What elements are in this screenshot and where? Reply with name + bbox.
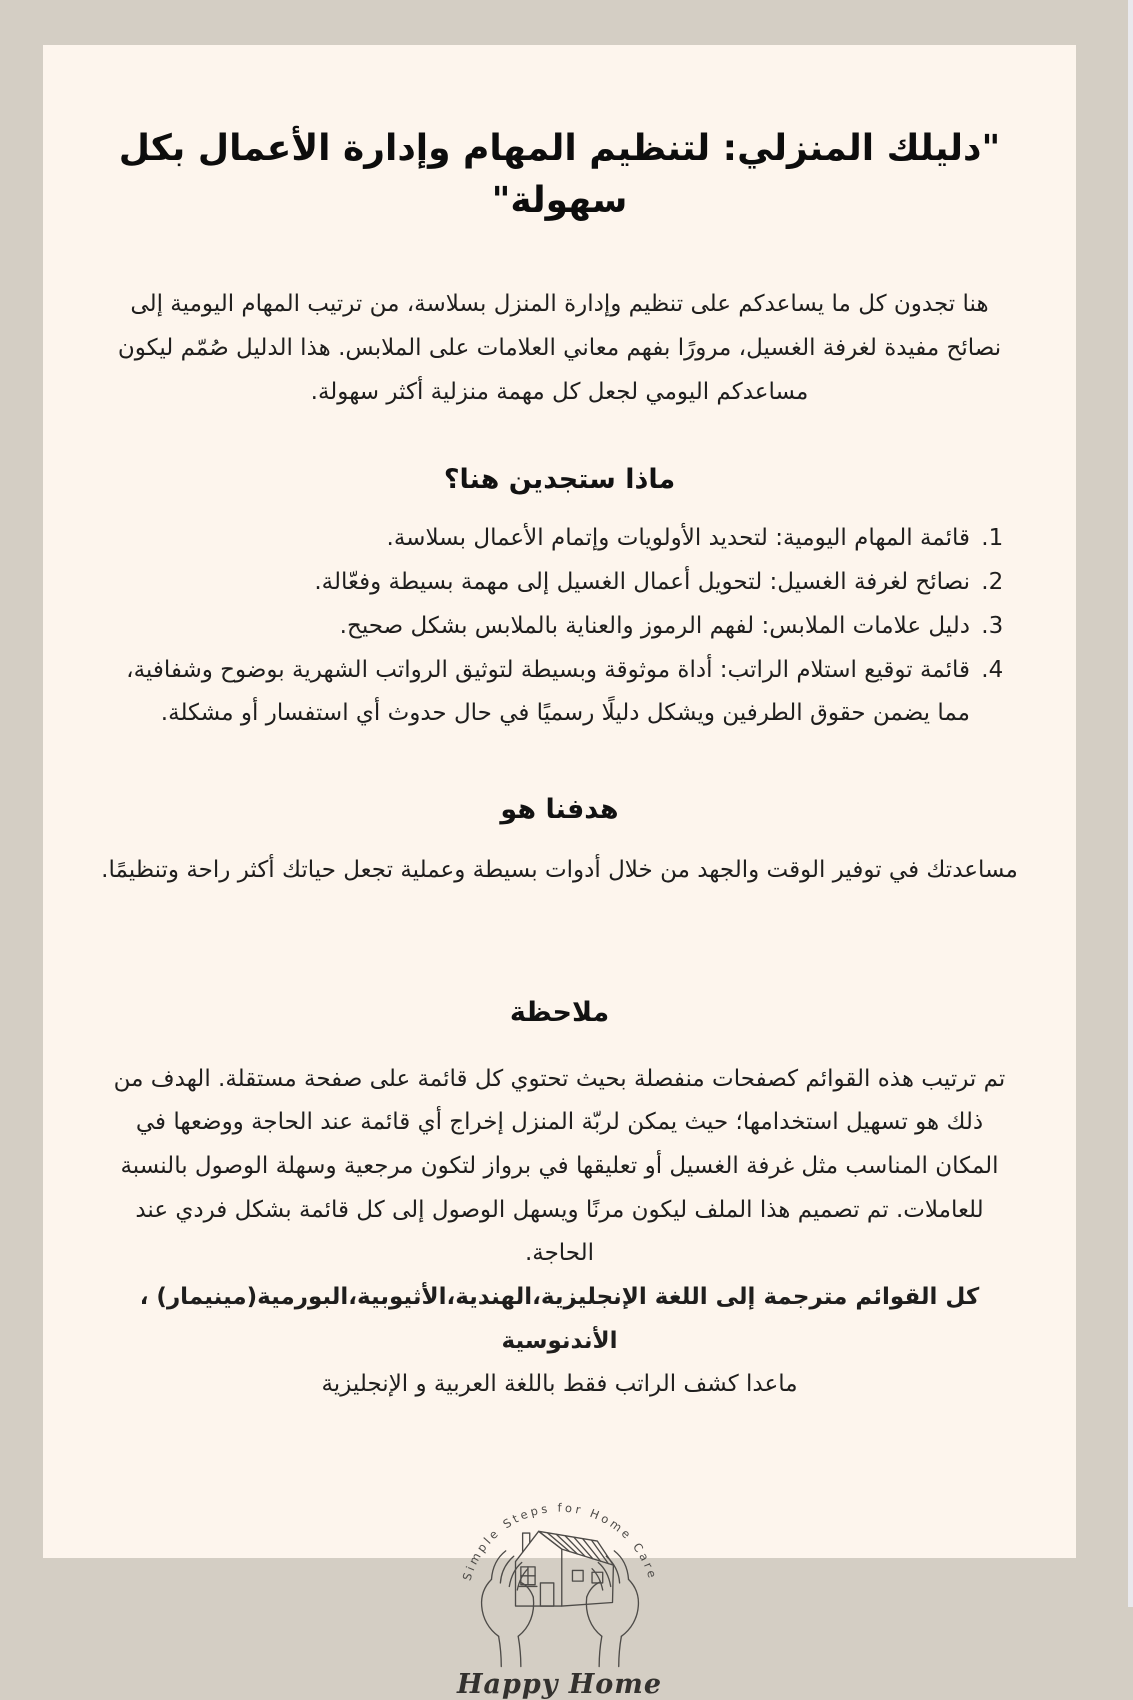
right-hand-icon (586, 1551, 638, 1667)
goal-paragraph: مساعدتك في توفير الوقت والجهد من خلال أدوات بسيطة وعملية تجعل حياتك أكثر راحة وتنظيمًا. (101, 856, 1018, 883)
house-icon (515, 1531, 613, 1606)
window-edge-strip (1128, 0, 1133, 1607)
brand-logo (101, 1453, 1018, 1700)
section-heading-what: ماذا ستجدين هنا؟ (443, 464, 676, 496)
exception-line: ماعدا كشف الراتب فقط باللغة العربية و الإنجليزية (321, 1371, 798, 1398)
section-heading-note: ملاحظة (509, 996, 610, 1028)
svg-text:Simple Steps for Home Care (459, 1501, 660, 1583)
intro-paragraph: هنا تجدون كل ما يساعدكم على تنظيم وإدارة المنزل بسلاسة، من ترتيب المهام اليومية إلى نصائح مفيدة لغرفة الغسيل، مرورًا بفهم معاني العلامات على الملابس. هذا الدليل صُمّم ليكون مساعدكم اليومي لجعل كل مهمة منزلية أكثر سهولة. (117, 291, 1002, 405)
document-content (43, 123, 1076, 1700)
page-title: "دليلك المنزلي: لتنظيم المهام وإدارة الأعمال بكل سهولة" (118, 128, 1001, 222)
contents-list (101, 517, 1018, 735)
logo-brand-name: Happy Home (456, 1669, 663, 1700)
section-heading-goal: هدفنا هو (500, 793, 619, 825)
note-paragraph: تم ترتيب هذه القوائم كصفحات منفصلة بحيث تحتوي كل قائمة على صفحة مستقلة. الهدف من ذلك هو تسهيل استخدامها؛ حيث يمكن لربّة المنزل إخراج أي قائمة عند الحاجة ووضعها في المكان المناسب مثل غرفة الغسيل أو تعليقها في برواز لتكون مرجعية وسهلة الوصول بالنسبة للعاملات. تم تصميم هذا الملف ليكون مرنًا ويسهل الوصول إلى كل قائمة بشكل فردي عند الحاجة. (113, 1065, 1006, 1267)
contents-list-item: 1. قائمة المهام اليومية: لتحديد الأولويات وإتمام الأعمال بسلاسة. (101, 517, 974, 561)
happy-home-logo-icon (435, 1453, 685, 1671)
contents-list-item: 3. دليل علامات الملابس: لفهم الرموز والعناية بالملابس بشكل صحيح. (101, 605, 974, 649)
contents-list-item: 4. قائمة توقيع استلام الراتب: أداة موثوقة وبسيطة لتوثيق الرواتب الشهرية بوضوح وشفافية، مما يضمن حقوق الطرفين ويشكل دليلًا رسميًا في حال حدوث أي استفسار أو مشكلة. (101, 649, 974, 736)
contents-list-item: 2. نصائح لغرفة الغسيل: لتحويل أعمال الغسيل إلى مهمة بسيطة وفعّالة. (101, 561, 974, 605)
document-page (43, 45, 1076, 1700)
left-hand-icon (481, 1551, 533, 1667)
languages-line: كل القوائم مترجمة إلى اللغة الإنجليزية،الهندية،الأثيوبية،البورمية(مينيمار) ، الأندنوسية (139, 1284, 980, 1354)
logo-arc-text: Simple Steps for Home Care (459, 1500, 660, 1583)
